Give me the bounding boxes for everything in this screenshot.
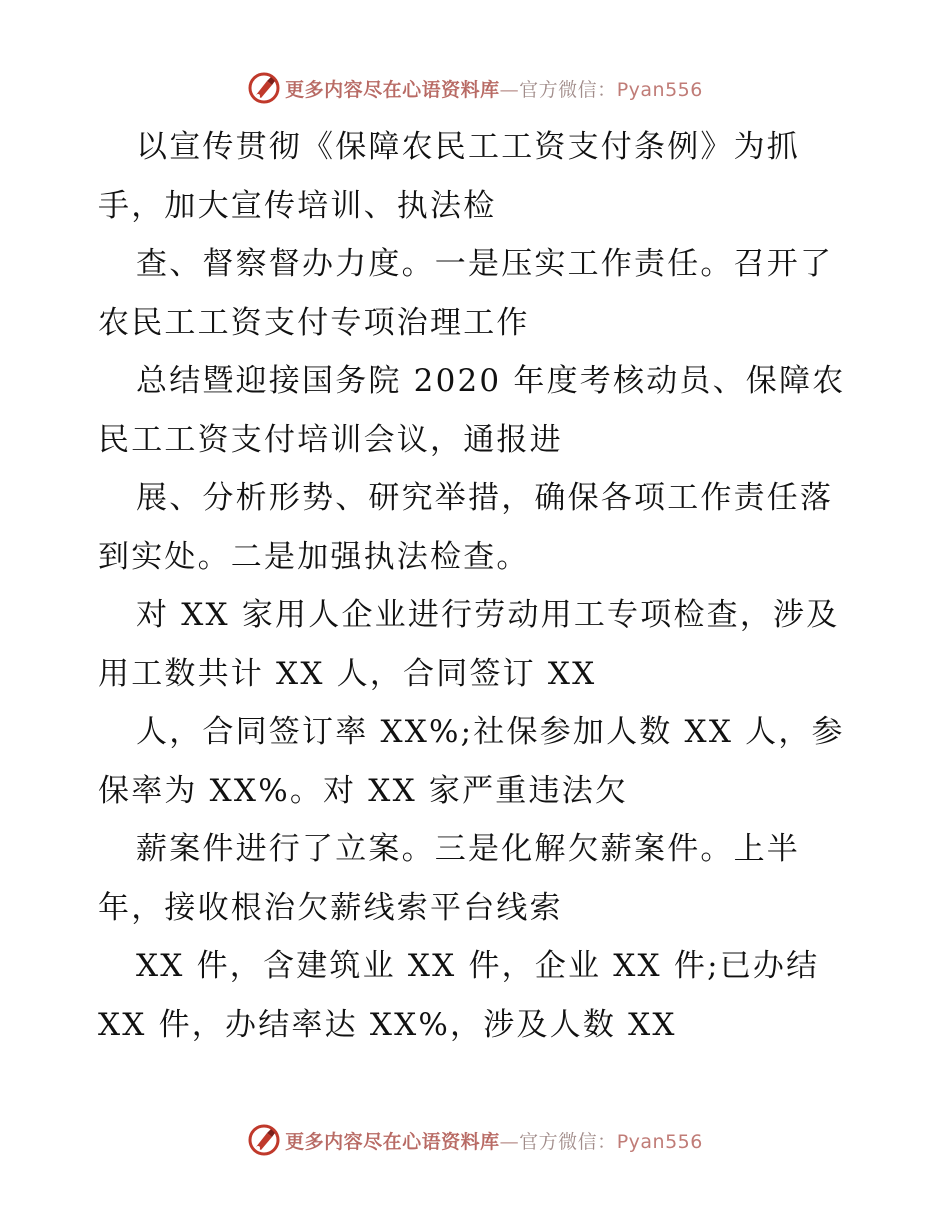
body-line: 手，加大宣传培训、执法检 [98,187,497,224]
body-line: 查、督察督办力度。一是压实工作责任。召开了 [136,246,834,282]
body-line: 以宣传贯彻《保障农民工工资支付条例》为抓 [136,129,800,165]
brand-logo-icon [247,1123,281,1157]
brand-logo-icon [247,71,281,105]
body-line: 展、分析形势、研究举措，确保各项工作责任落 [136,480,834,516]
body-line: 年，接收根治欠薪线索平台线索 [98,889,563,926]
body-line: 农民工工资支付专项治理工作 [98,304,530,341]
body-line: 对 XX 家用人企业进行劳动用工专项检查，涉及 [136,597,840,633]
footer-banner-text [285,1127,703,1154]
body-line: 总结暨迎接国务院 2020 年度考核动员、保障农 [136,363,846,399]
body-line: 保率为 XX%。对 XX 家严重违法欠 [98,772,629,809]
header-banner [0,68,950,108]
body-line: 到实处。二是加强执法检查。 [98,538,530,575]
header-wechat-id: Pyan556 [616,78,703,101]
body-line: 薪案件进行了立案。三是化解欠薪案件。上半 [136,831,800,867]
footer-dash: — [499,1130,520,1153]
footer-banner [0,1120,950,1160]
body-line: XX 件，含建筑业 XX 件，企业 XX 件;已办结 [136,948,820,984]
header-brand: 更多内容尽在心语资料库 [285,78,500,101]
footer-wechat-id: Pyan556 [616,1130,703,1153]
header-banner-text [285,75,703,102]
body-line: 用工数共计 XX 人，合同签订 XX [98,655,597,692]
body-line: XX 件，办结率达 XX%，涉及人数 XX [98,1006,677,1043]
footer-wechat-label: 官方微信： [519,1130,617,1153]
header-wechat-label: 官方微信： [519,78,617,101]
body-line: 民工工资支付培训会议，通报进 [98,421,563,458]
footer-brand: 更多内容尽在心语资料库 [285,1130,500,1153]
body-line: 人，合同签订率 XX%;社保参加人数 XX 人，参 [136,714,845,750]
document-body [98,118,858,1054]
header-dash: — [499,78,520,101]
